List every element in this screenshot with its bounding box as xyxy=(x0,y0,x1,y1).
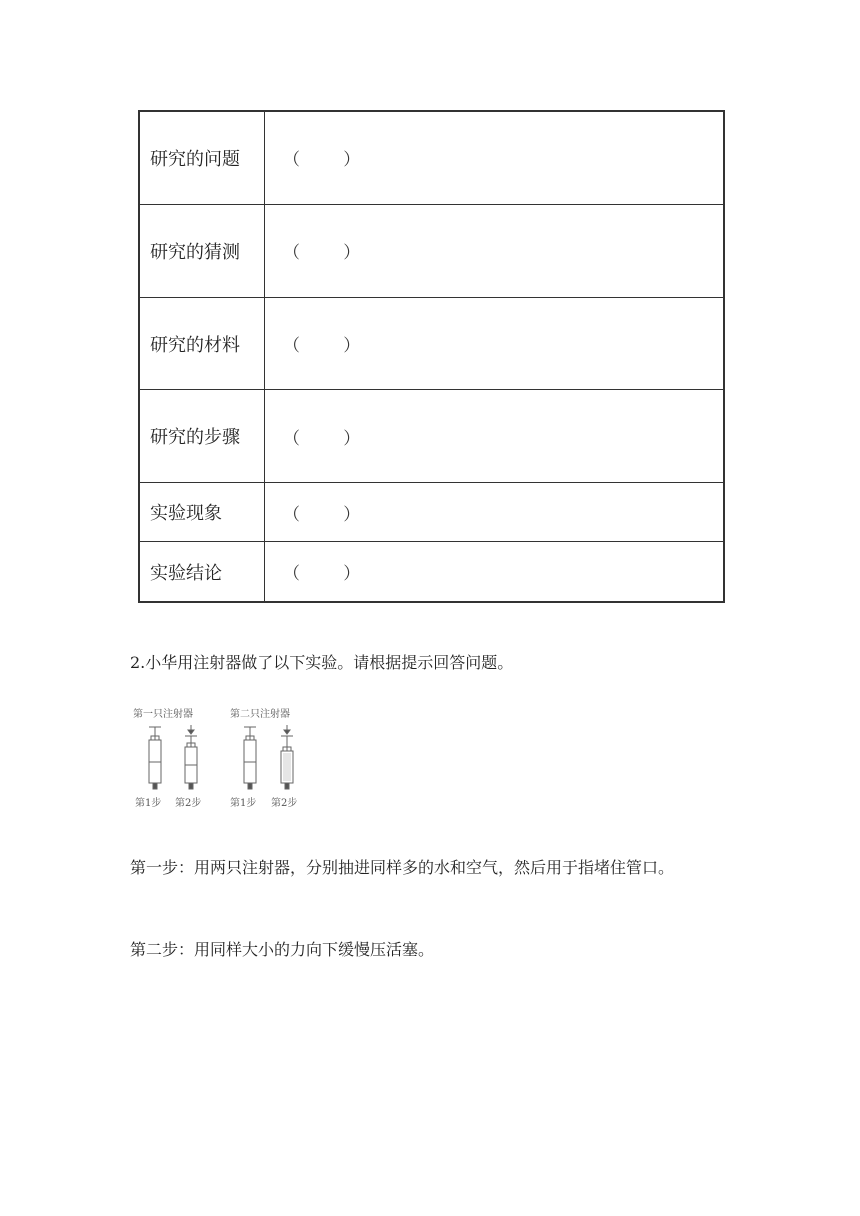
table-row xyxy=(140,298,723,391)
row-label: 研究的猜测 xyxy=(140,205,265,297)
answer-blank[interactable]: （ ） xyxy=(283,504,361,525)
table-row xyxy=(140,205,723,298)
syringe1-title: 第一只注射器 xyxy=(133,709,193,720)
table-row xyxy=(140,112,723,205)
syringe-figure xyxy=(130,705,315,815)
syringe-icon xyxy=(281,725,293,789)
question-text: 2.小华用注射器做了以下实验。请根据提示回答问题。 xyxy=(130,653,514,672)
table-row xyxy=(140,483,723,542)
row-label: 研究的步骤 xyxy=(140,390,265,482)
syringe-icon xyxy=(185,725,197,789)
step2-label: 第2步 xyxy=(175,798,202,809)
row-label: 研究的材料 xyxy=(140,298,265,390)
experiment-table xyxy=(138,110,725,603)
row-label: 实验现象 xyxy=(140,483,265,541)
table-row xyxy=(140,542,723,601)
step-two-text: 第二步：用同样大小的力向下缓慢压活塞。 xyxy=(130,940,435,959)
answer-blank[interactable]: （ ） xyxy=(283,243,361,264)
table-row xyxy=(140,390,723,483)
answer-blank[interactable]: （ ） xyxy=(283,564,361,585)
answer-blank[interactable]: （ ） xyxy=(283,336,361,357)
step-one-text: 第一步：用两只注射器，分别抽进同样多的水和空气，然后用于指堵住管口。 xyxy=(130,858,675,877)
syringe-icon xyxy=(149,727,161,789)
row-label: 实验结论 xyxy=(140,542,265,601)
row-label: 研究的问题 xyxy=(140,112,265,204)
answer-blank[interactable]: （ ） xyxy=(283,150,361,171)
syringe-icon xyxy=(244,727,256,789)
syringe2-title: 第二只注射器 xyxy=(230,709,290,720)
step1-label: 第1步 xyxy=(135,798,162,809)
answer-blank[interactable]: （ ） xyxy=(283,428,361,449)
step2-label: 第2步 xyxy=(271,798,298,809)
step1-label: 第1步 xyxy=(230,798,257,809)
